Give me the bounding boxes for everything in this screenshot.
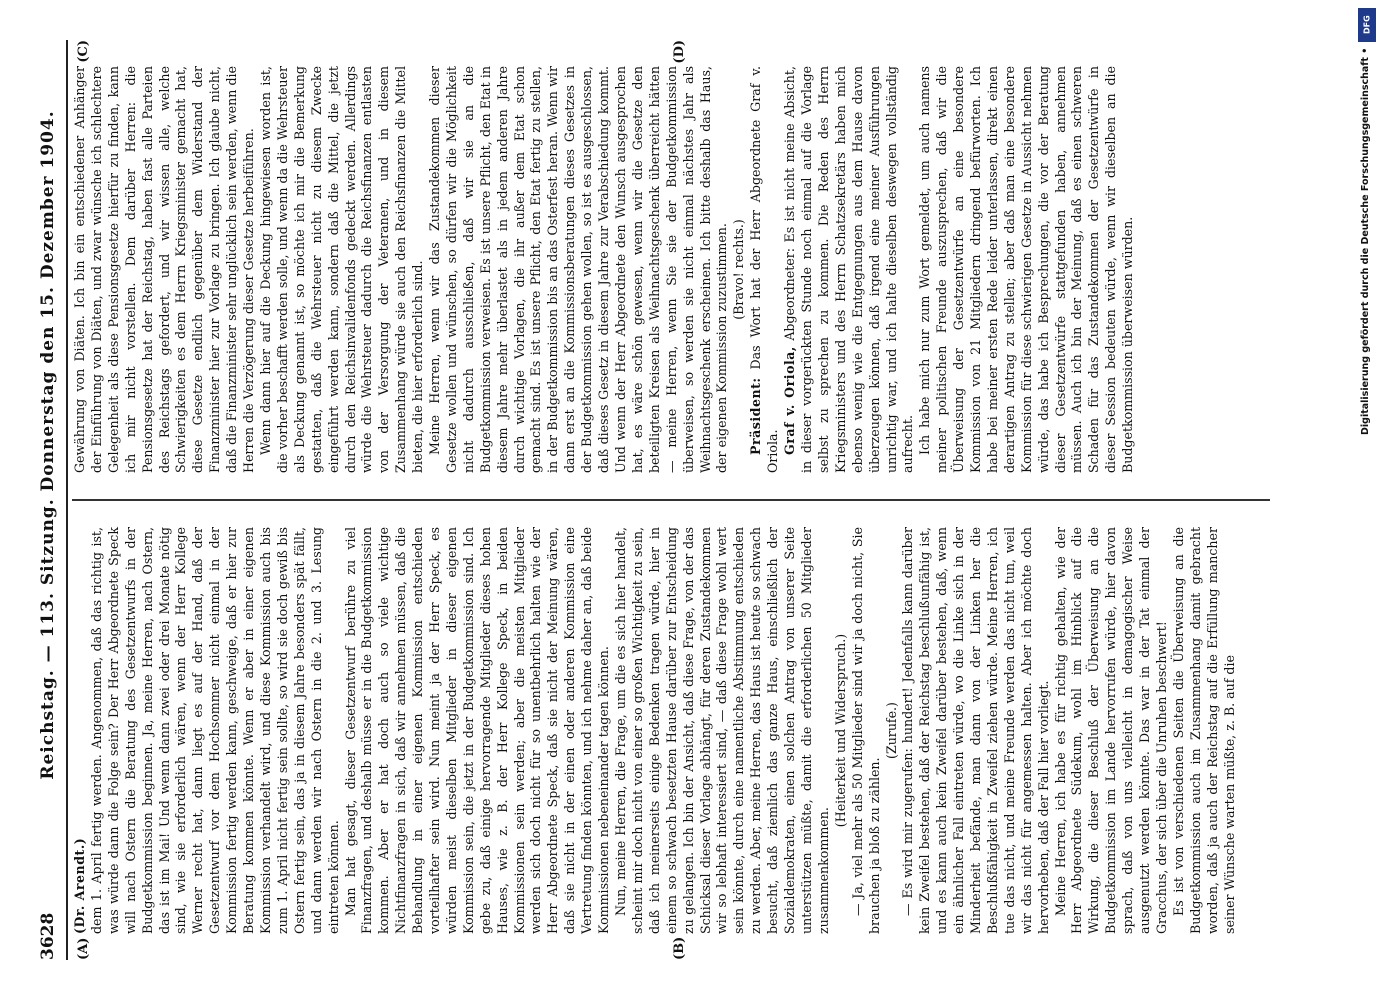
paragraph: Meine Herren, ich habe es für richtig gehalten, wie der Herr Abgeordnete Südekum, wohl im Hinblick auf die Wirkung, die dieser Beschluß der Überweisung an die Budgetkommission im Lande hervorrufen würde, hier davon sprach, daß von uns vielleicht in demagogischer Weise ausgenutzt werden könnte. Das war in der Tat einmal der Gracchus, der sich über die Unruhen beschwert! xyxy=(1052,527,1169,934)
margin-label-b: (B) xyxy=(672,936,687,960)
margin-label-d: (D) xyxy=(672,40,687,64)
paragraph: Präsident: Das Wort hat der Herr Abgeordnete Graf v. Oriola. xyxy=(748,66,781,473)
speaker-label: Präsident: xyxy=(748,377,764,455)
paragraph: Wenn dann hier auf die Deckung hingewiesen worden ist, die vorher beschafft werden solle, und wenn da die Wehrsteuer als Deckung genannt ist, so möchte ich mir die Bemerkung gestatten, daß die Wehrsteuer nicht zu diesem Zwecke eingeführt werden kann, sondern daß die Mittel, die jetzt durch den Reichsinvalidenfonds gedeckt werden. Allerdings würde die Wehrsteuer dadurch die Reichsfinanzen entlasten von der Versorgung der Veteranen, und in diesem Zusammenhang würde sie auch den Reichsfinanzen die Mittel bieten, die hier erforderlich sind. xyxy=(257,66,426,473)
paragraph: Gewährung von Diäten. Ich bin ein entschiedener Anhänger der Einführung von Diäten, und zwar wünsche ich schlechtere Gelegenheit als diese Pensionsgesetze hierfür zu finden, kann ich mir nicht vorstellen. Dem darüber Herren: die Pensionsgesetze hat der Reichstag, haben fast alle Parteien des Reichstags gefordert, und wir wissen alle, welche Schwierigkeiten es dem Herrn Kriegsminister gemacht hat, diese Gesetze endlich gegenüber dem Widerstand der Finanzminister hier zur Vorlage zu bringen. Ich glaube nicht, daß die Finanzminister sehr unglücklich sein werden, wenn die Herren die Verzögerung dieser Gesetze herbeiführen. xyxy=(72,66,257,473)
paragraph: — Es wird mir zugerufen: hundert! Jedenfalls kann darüber kein Zweifel bestehen, daß der Reichstag beschlußunfähig ist, und es kann auch kein Zweifel darüber bestehen, daß, wenn ein ähnlicher Fall eintreten würde, wo die Linke sich in der Minderheit befände, man dann von der Linken her die Beschlußfähigkeit in Zweifel ziehen würde. Meine Herren, ich tue das nicht, und meine Freunde werden das nicht tun, weil wir das nicht für angemessen halten. Aber ich möchte doch hervorheben, daß der Fall hier vorliegt. xyxy=(900,527,1051,934)
margin-label-c: (C) xyxy=(76,40,91,63)
left-column xyxy=(72,499,1270,960)
page-title: Reichstag. — 113. Sitzung. Donnerstag den 15. Dezember 1904. xyxy=(38,110,58,780)
remark: (Heiterkeit und Widerspruch.) xyxy=(832,633,848,828)
paragraph: dem 1. April fertig werden. Angenommen, daß das richtig ist, was würde dann die Folge sein? Der Herr Abgeordnete Speck will nach Ostern die Beratung des Gesetzentwurfs in der Budgetkommission beginnen. Ja, meine Herren, nach Ostern, das ist im Mai! Und wenn dann zwei oder drei Monate nötig sind, wie sie erforderlich wären, wenn der Herr Kollege Werner recht hat, dann liegt es auf der Hand, daß der Gesetzentwurf vor dem Hochsommer nicht einmal in der Kommission fertig werden kann, geschweige, daß er hier zur Beratung kommen könnte. Wenn er aber in einer eigenen Kommission verhandelt wird, und diese Kommission auch bis zum 1. April nicht fertig sein sollte, so wird sie doch gewiß bis Ostern fertig sein, das ja in diesem Jahre besonders spät fällt, und dann werden wir nach Ostern in die 2. und 3. Lesung eintreten können. xyxy=(88,527,341,934)
right-column xyxy=(72,40,1270,499)
digitization-credit: Digitalisierung gefördert durch die Deutsche Forschungsgemeinschaft • xyxy=(1360,48,1371,436)
page-header xyxy=(30,40,68,960)
paragraph: Graf v. Oriola, Abgeordneter: Es ist nicht meine Absicht, in dieser vorgerückten Stunde noch einmal auf die Vorlage selbst zu sprechen zu kommen. Die Reden des Herrn Kriegsministers und des Herrn Schatzsekretärs haben mich ebenso wenig wie die Entgegnungen aus dem Hause davon überzeugen können, daß irgend eine meiner Ausführungen unrichtig war, und ich halte dieselben deswegen vollständig aufrecht. xyxy=(782,66,916,473)
paragraph: — Ja, viel mehr als 50 Mitglieder sind wir ja doch nicht, Sie brauchen ja bloß zu zählen. xyxy=(849,527,882,934)
paragraph: Man hat gesagt, dieser Gesetzentwurf berühre zu viel Finanzfragen, und deshalb müsse er in die Budgetkommission kommen. Aber er hat doch auch so viele wichtige Nichtfinanzfragen in sich, daß wir annehmen müssen, daß die Behandlung in einer eigenen Kommission entschieden vorteilhafter sein wird. Nun meint ja der Herr Speck, es würden meist dieselben Mitglieder in dieser eigenen Kommission sein, die jetzt in der Budgetkommission sind. Ich gebe zu, daß einige hervorragende Mitglieder dieses hohen Hauses, wie z. B. der Herr Kollege Speck, in beiden Kommissionen sein werden; aber die meisten Mitglieder werden sich doch nicht für so unentbehrlich halten wie der Herr Abgeordnete Speck, daß sie nicht der Meinung wären, daß sie nicht in der einen oder anderen Kommission eine Vertretung finden könnten, und ich nehme daher an, daß beide Kommissionen nebeneinander tagen können. xyxy=(342,527,612,934)
page-number: 3628 xyxy=(38,912,58,960)
paragraph: Ich habe mich nur zum Wort gemeldet, um auch namens meiner politischen Freunde auszusprechen, daß wir die Überweisung der Gesetzentwürfe an eine besondere Kommission von 21 Mitgliedern dringend befürworten. Ich habe bei meiner ersten Rede leider unterlassen, direkt einen derartigen Antrag zu stellen; aber daß man eine besondere Kommission für diese schwierigen Gesetze in Aussicht nehmen würde, das habe ich Besprechungen, die vor der Beratung dieser Gesetzentwürfe stattgefunden haben, annehmen müssen. Auch ich bin der Meinung, daß es einen schweren Schaden für das Zustandekommen der Gesetzentwürfe in dieser Session bedeuten würde, wenn wir dieselben an die Budgetkommission überweisen würden. xyxy=(917,66,1136,473)
remark: (Bravo! rechts.) xyxy=(731,219,747,320)
speaker-ref: (Dr. Arendt.) xyxy=(72,837,87,934)
dfg-logo: DFG xyxy=(1358,8,1376,42)
text-columns xyxy=(72,40,1270,960)
paragraph: Es ist von verschiedenen Seiten die Überweisung an die Budgetkommission auch im Zusammenhang damit gebracht worden, daß ja auch der Reichstag auf die Erfüllung mancher seiner Wünsche warten müßte, z. B. auf die xyxy=(1170,527,1237,934)
paragraph: Nun, meine Herren, die Frage, um die es sich hier handelt, scheint mir doch nicht von einer so großen Wichtigkeit zu sein, daß ich meinerseits einige Bedenken tragen würde, hier in einem so schwach besetzten Hause darüber zur Entscheidung zu gelangen. Ich bin der Ansicht, daß diese Frage, von der das Schicksal dieser Vorlage abhängt, für deren Zustandekommen wir so lebhaft interessiert sind, — daß diese Frage wohl wert sein könnte, durch eine namentliche Abstimmung entschieden zu werden. Aber, meine Herren, das Haus ist heute so schwach besucht, daß ziemlich das ganze Haus, einschließlich der Sozialdemokraten, einen solchen Antrag von unserer Seite unterstützen müßte, damit die erforderlichen 50 Mitglieder zusammenkommen. xyxy=(613,527,831,934)
remark: (Zurufe.) xyxy=(883,702,899,759)
paragraph: Meine Herren, wenn wir das Zustandekommen dieser Gesetze wollen und wünschen, so dürfen wir die Möglichkeit nicht dadurch ausschließen, daß wir sie an die Budgetkommission verweisen. Es ist unsere Pflicht, den Etat in diesem Jahre mehr überlastet als in jedem anderen Jahre durch wichtige Vorlagen, die ihr außer dem Etat schon gemacht sind. Es ist unsere Pflicht, den Etat fertig zu stellen, in der Budgetkommission bis an das Osterfest heran. Wenn wir dann erst an die Kommissionsberatungen dieses Gesetzes in der Budgetkommission gehen wollen, so ist es ausgeschlossen, daß dieses Gesetz in diesem Jahre zur Verabschiedung kommt. Und wenn der Herr Abgeordnete den Wunsch ausgesprochen hat, es wäre schön gewesen, wenn wir die Gesetze den beteiligten Kreisen als Weihnachtsgeschenk überreicht hätten — meine Herren, wenn Sie sie der Budgetkommission überweisen, so werden sie nicht einmal nächstes Jahr als Weihnachtsgeschenk erscheinen. Ich bitte deshalb das Haus, der eigenen Kommission zuzustimmen. xyxy=(427,66,730,473)
margin-label-a: (A) xyxy=(76,937,91,960)
speaker-label: Graf v. Oriola, xyxy=(782,346,798,455)
